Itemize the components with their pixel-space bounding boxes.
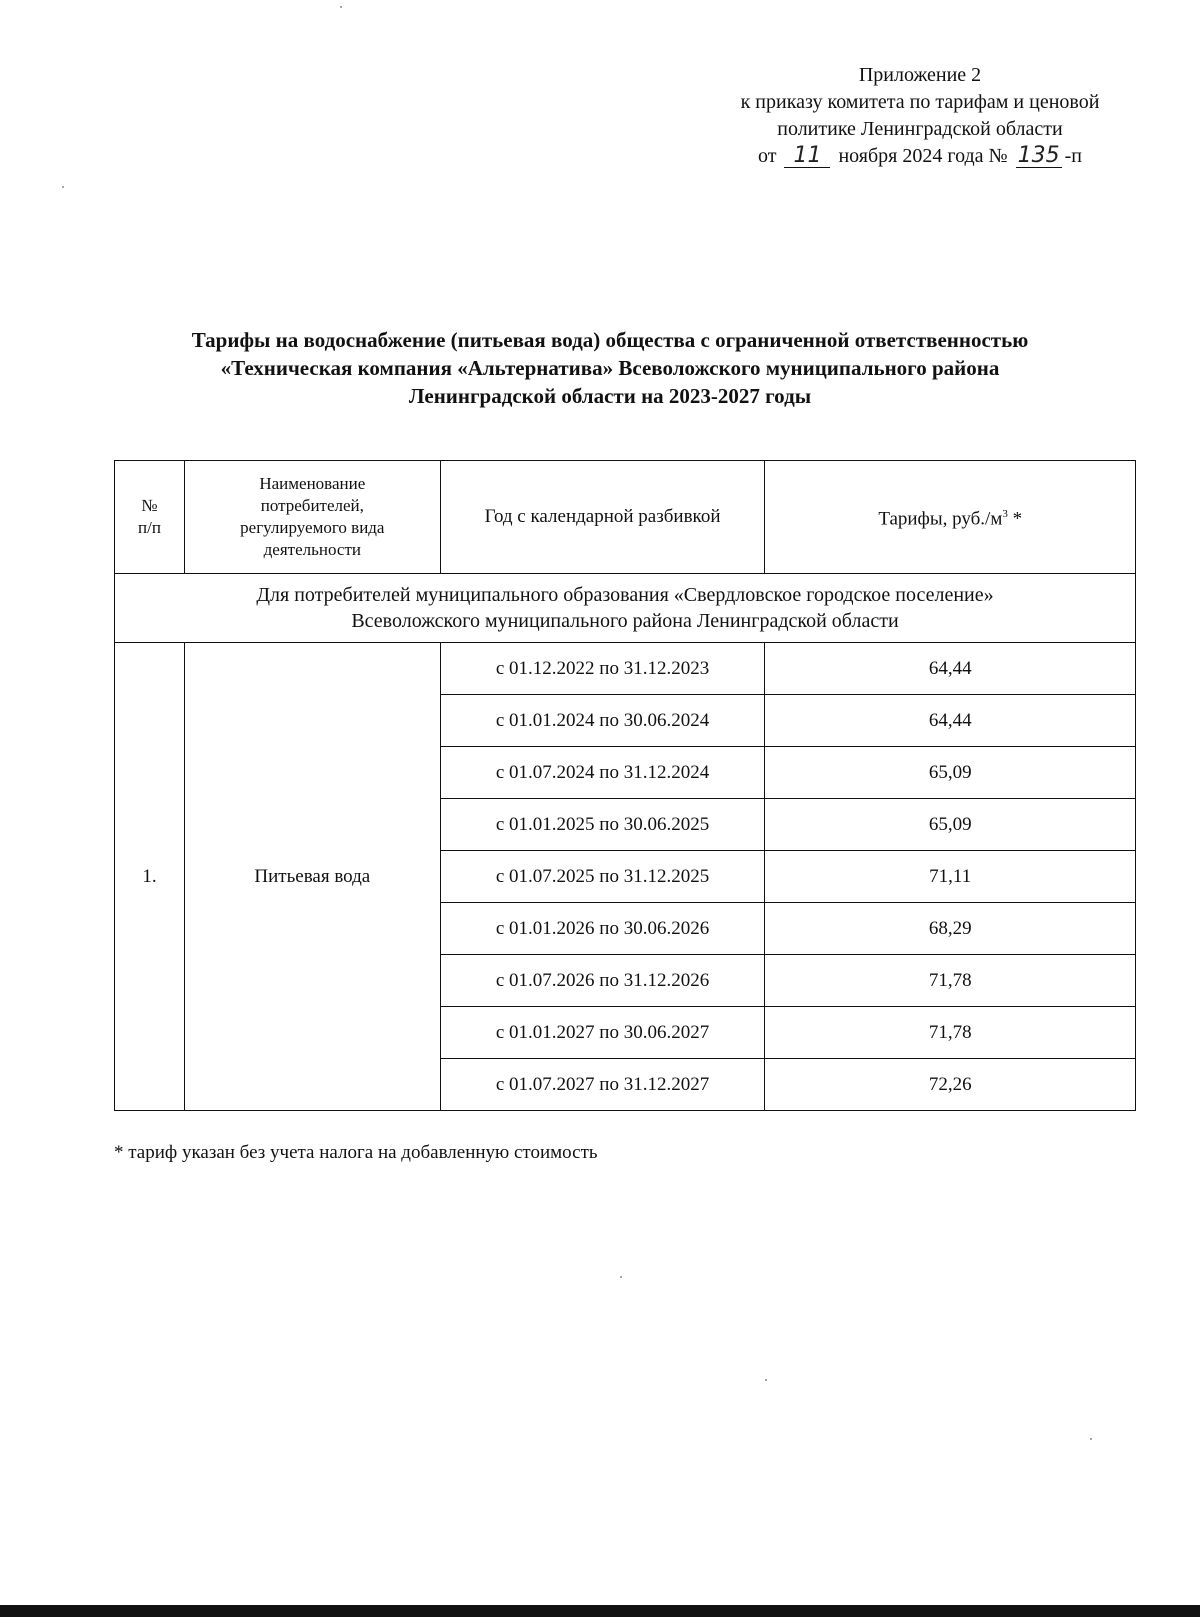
item-name: Питьевая вода — [184, 643, 440, 1111]
tariff-table — [114, 460, 1136, 1111]
scan-speck — [340, 6, 342, 8]
tariff-cell: 65,09 — [765, 799, 1136, 851]
tariff-cell: 71,11 — [765, 851, 1136, 903]
date-middle: ноября 2024 года № — [838, 145, 1008, 167]
appendix-header — [640, 62, 1200, 170]
number-suffix: -п — [1064, 145, 1083, 167]
table-header-row — [115, 461, 1136, 574]
period-cell: с 01.07.2026 по 31.12.2026 — [440, 955, 765, 1007]
appendix-number: Приложение 2 — [858, 64, 982, 86]
order-reference: к приказу комитета по тарифам и ценовой — [740, 91, 1100, 113]
title-line-1: Тарифы на водоснабжение (питьевая вода) общества с ограниченной ответственностью — [191, 328, 1029, 352]
header-consumer-name: Наименование потребителей, регулируемого вида деятельности — [184, 461, 440, 574]
period-cell: с 01.01.2026 по 30.06.2026 — [440, 903, 765, 955]
tariff-rows — [115, 643, 1136, 1111]
header-tariff: Тарифы, $руб./м^3$ * — [765, 461, 1136, 574]
tariff-cell: 68,29 — [765, 903, 1136, 955]
period-cell: с 01.01.2024 по 30.06.2024 — [440, 695, 765, 747]
consumer-group-row — [115, 574, 1136, 643]
tariff-cell: 64,44 — [765, 643, 1136, 695]
scan-speck — [62, 186, 64, 188]
footnote: * тариф указан без учета налога на добавленную стоимость — [114, 1142, 598, 1163]
date-prefix: от — [757, 145, 777, 167]
header-number: № п/п — [115, 461, 185, 574]
scan-speck — [1090, 1438, 1092, 1440]
scan-edge-bar — [0, 1605, 1200, 1617]
tariff-cell: 65,09 — [765, 747, 1136, 799]
period-cell: с 01.07.2024 по 31.12.2024 — [440, 747, 765, 799]
table-row — [115, 643, 1136, 695]
period-cell: с 01.07.2027 по 31.12.2027 — [440, 1059, 765, 1111]
consumer-group-label: Для потребителей муниципального образования «Свердловское городское поселение» Всеволожского муниципального района Ленинградской области — [115, 574, 1136, 643]
period-cell: с 01.07.2025 по 31.12.2025 — [440, 851, 765, 903]
scan-speck — [765, 1379, 767, 1381]
period-cell: с 01.01.2025 по 30.06.2025 — [440, 799, 765, 851]
tariff-cell: 64,44 — [765, 695, 1136, 747]
handwritten-order-number: 135 — [1017, 143, 1060, 168]
title-line-3: Ленинградской области на 2023-2027 годы — [408, 384, 812, 408]
title-line-2: «Техническая компания «Альтернатива» Всеволожского муниципального района — [220, 356, 1000, 380]
period-cell: с 01.01.2027 по 30.06.2027 — [440, 1007, 765, 1059]
tariff-cell: 72,26 — [765, 1059, 1136, 1111]
scan-speck — [620, 1276, 622, 1278]
tariff-cell: 71,78 — [765, 955, 1136, 1007]
order-authority: политике Ленинградской области — [777, 118, 1063, 140]
item-number: 1. — [115, 643, 185, 1111]
document-title — [110, 326, 1110, 410]
period-cell: с 01.12.2022 по 31.12.2023 — [440, 643, 765, 695]
order-date-line — [640, 143, 1200, 170]
handwritten-day: 11 — [784, 145, 830, 168]
tariff-cell: 71,78 — [765, 1007, 1136, 1059]
header-period: Год с календарной разбивкой — [440, 461, 765, 574]
